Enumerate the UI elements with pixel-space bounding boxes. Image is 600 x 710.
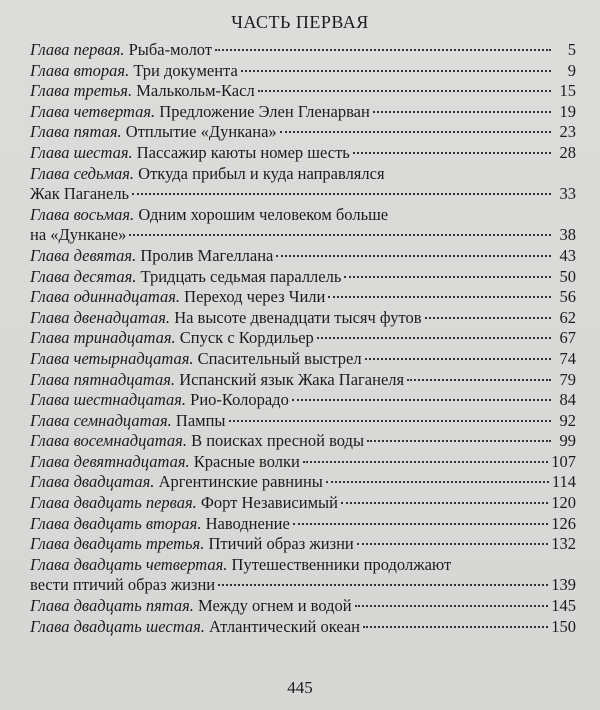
chapter-page-number: 99 xyxy=(559,431,576,451)
chapter-title: В поисках пресной воды xyxy=(191,431,365,451)
chapter-label: Глава седьмая. xyxy=(30,163,135,183)
toc-entry xyxy=(30,287,576,308)
chapter-title: Пассажир каюты номер шесть xyxy=(136,142,350,162)
dot-leader xyxy=(363,625,548,628)
chapter-label: Глава двадцать вторая. xyxy=(30,513,202,533)
dot-leader xyxy=(373,110,551,113)
chapter-title: Спуск с Кордильер xyxy=(179,328,314,348)
chapter-label: Глава четырнадцатая. xyxy=(30,348,194,368)
dot-leader xyxy=(276,254,551,257)
chapter-label: Глава двадцать шестая. xyxy=(30,616,205,636)
chapter-title: Предложение Элен Гленарван xyxy=(159,101,370,121)
chapter-page-number: 107 xyxy=(551,451,576,471)
chapter-page-number: 56 xyxy=(559,287,576,307)
chapter-page-number: 15 xyxy=(559,81,576,101)
chapter-page-number: 23 xyxy=(559,122,576,142)
toc-line-continuation xyxy=(30,575,576,596)
chapter-title: Аргентинские равнины xyxy=(158,472,323,492)
chapter-title: Красные волки xyxy=(193,451,300,471)
toc-line xyxy=(30,81,576,102)
chapter-page-number: 19 xyxy=(559,101,576,121)
dot-leader xyxy=(341,501,548,504)
dot-leader xyxy=(365,357,551,360)
toc-line xyxy=(30,617,576,638)
chapter-label: Глава двадцать третья. xyxy=(30,534,205,554)
chapter-label: Глава восьмая. xyxy=(30,204,135,224)
toc-entry xyxy=(30,411,576,432)
toc-line xyxy=(30,287,576,308)
toc-entry xyxy=(30,267,576,288)
chapter-title: Рио-Колорадо xyxy=(190,390,289,410)
chapter-page-number: 132 xyxy=(551,534,576,554)
toc-entry xyxy=(30,472,576,493)
chapter-title: На высоте двенадцати тысяч футов xyxy=(174,307,422,327)
dot-leader xyxy=(355,604,549,607)
toc-line xyxy=(30,308,576,329)
dot-leader xyxy=(132,192,551,195)
chapter-page-number: 28 xyxy=(559,142,576,162)
toc-line xyxy=(30,534,576,555)
toc-entry xyxy=(30,555,576,596)
chapter-title: Пролив Магеллана xyxy=(140,245,274,265)
chapter-title: Тридцать седьмая параллель xyxy=(140,266,342,286)
chapter-title: Откуда прибыл и куда направлялся xyxy=(138,163,385,183)
chapter-page-number: 33 xyxy=(559,184,576,204)
toc-line xyxy=(30,472,576,493)
chapter-page-number: 50 xyxy=(559,266,576,286)
chapter-title: Три документа xyxy=(133,60,238,80)
dot-leader xyxy=(280,130,551,133)
dot-leader xyxy=(258,89,551,92)
toc-line xyxy=(30,514,576,535)
chapter-label: Глава шестнадцатая. xyxy=(30,390,187,410)
toc-entry xyxy=(30,143,576,164)
toc-line xyxy=(30,370,576,391)
chapter-page-number: 62 xyxy=(559,307,576,327)
toc-entry xyxy=(30,308,576,329)
chapter-title: Между огнем и водой xyxy=(198,596,352,616)
chapter-page-number: 38 xyxy=(559,225,576,245)
chapter-label: Глава одиннадцатая. xyxy=(30,287,181,307)
table-of-contents xyxy=(30,40,576,637)
toc-line xyxy=(30,122,576,143)
chapter-title: Малькольм-Касл xyxy=(136,81,255,101)
chapter-page-number: 120 xyxy=(551,493,576,513)
toc-entry xyxy=(30,596,576,617)
dot-leader xyxy=(353,151,551,154)
chapter-label: Глава первая. xyxy=(30,40,125,59)
chapter-label: Глава двадцать четвертая. xyxy=(30,554,228,574)
toc-line xyxy=(30,452,576,473)
chapter-title: Спасительный выстрел xyxy=(197,348,362,368)
dot-leader xyxy=(317,336,551,339)
chapter-page-number: 139 xyxy=(551,575,576,595)
dot-leader xyxy=(328,295,551,298)
dot-leader xyxy=(241,69,551,72)
toc-entry xyxy=(30,40,576,61)
toc-entry xyxy=(30,205,576,246)
dot-leader xyxy=(218,583,548,586)
chapter-title: Пампы xyxy=(175,410,226,430)
chapter-label: Глава шестая. xyxy=(30,142,133,162)
toc-entry xyxy=(30,493,576,514)
chapter-label: Глава восемнадцатая. xyxy=(30,431,187,451)
toc-entry xyxy=(30,81,576,102)
toc-line xyxy=(30,40,576,61)
chapter-page-number: 150 xyxy=(551,616,576,636)
toc-entry xyxy=(30,617,576,638)
chapter-title: Атлантический океан xyxy=(209,616,361,636)
chapter-page-number: 43 xyxy=(559,245,576,265)
toc-line xyxy=(30,390,576,411)
dot-leader xyxy=(425,316,552,319)
toc-entry xyxy=(30,452,576,473)
toc-line xyxy=(30,61,576,82)
chapter-label: Глава третья. xyxy=(30,81,133,101)
chapter-page-number: 79 xyxy=(559,369,576,389)
dot-leader xyxy=(344,275,551,278)
toc-entry xyxy=(30,328,576,349)
chapter-page-number: 5 xyxy=(567,40,576,59)
chapter-title-continuation: на «Дункане» xyxy=(30,225,127,245)
toc-line xyxy=(30,205,576,226)
page-number: 445 xyxy=(287,678,313,697)
chapter-label: Глава тринадцатая. xyxy=(30,328,176,348)
chapter-label: Глава двенадцатая. xyxy=(30,307,171,327)
toc-entry xyxy=(30,61,576,82)
chapter-page-number: 145 xyxy=(551,596,576,616)
chapter-page-number: 114 xyxy=(551,472,576,492)
toc-line xyxy=(30,164,576,185)
chapter-title: Отплытие «Дункана» xyxy=(125,122,277,142)
chapter-title: Переход через Чили xyxy=(184,287,326,307)
toc-entry xyxy=(30,514,576,535)
chapter-title-continuation: Жак Паганель xyxy=(30,184,130,204)
toc-line xyxy=(30,328,576,349)
dot-leader xyxy=(326,480,549,483)
dot-leader xyxy=(367,439,551,442)
dot-leader xyxy=(407,378,551,381)
toc-line xyxy=(30,431,576,452)
part-title: ЧАСТЬ ПЕРВАЯ xyxy=(231,12,369,32)
toc-entry xyxy=(30,390,576,411)
chapter-page-number: 74 xyxy=(559,348,576,368)
chapter-label: Глава девятнадцатая. xyxy=(30,451,190,471)
chapter-label: Глава пятнадцатая. xyxy=(30,369,176,389)
dot-leader xyxy=(357,542,548,545)
chapter-label: Глава двадцать первая. xyxy=(30,493,197,513)
toc-line xyxy=(30,555,576,576)
chapter-title: Форт Независимый xyxy=(200,493,338,513)
chapter-title: Путешественники продолжают xyxy=(231,554,452,574)
chapter-label: Глава четвертая. xyxy=(30,101,156,121)
toc-line xyxy=(30,493,576,514)
toc-entry xyxy=(30,349,576,370)
chapter-title: Рыба-молот xyxy=(128,40,213,59)
chapter-page-number: 126 xyxy=(551,513,576,533)
toc-entry xyxy=(30,246,576,267)
chapter-label: Глава семнадцатая. xyxy=(30,410,172,430)
toc-line xyxy=(30,349,576,370)
toc-entry xyxy=(30,164,576,205)
toc-line xyxy=(30,143,576,164)
toc-line xyxy=(30,102,576,123)
chapter-page-number: 84 xyxy=(559,390,576,410)
chapter-title: Одним хорошим человеком больше xyxy=(138,204,389,224)
chapter-label: Глава вторая. xyxy=(30,60,130,80)
chapter-label: Глава двадцать пятая. xyxy=(30,596,194,616)
toc-entry xyxy=(30,370,576,391)
chapter-title: Птичий образ жизни xyxy=(208,534,354,554)
chapter-label: Глава двадцатая. xyxy=(30,472,155,492)
chapter-page-number: 92 xyxy=(559,410,576,430)
chapter-title-continuation: вести птичий образ жизни xyxy=(30,575,216,595)
chapter-page-number: 9 xyxy=(567,60,576,80)
dot-leader xyxy=(293,522,548,525)
toc-line-continuation xyxy=(30,225,576,246)
toc-line xyxy=(30,596,576,617)
dot-leader xyxy=(229,419,551,422)
toc-line xyxy=(30,411,576,432)
chapter-title: Испанский язык Жака Паганеля xyxy=(179,369,405,389)
chapter-label: Глава десятая. xyxy=(30,266,137,286)
dot-leader xyxy=(215,48,551,51)
chapter-label: Глава девятая. xyxy=(30,245,137,265)
chapter-page-number: 67 xyxy=(559,328,576,348)
dot-leader xyxy=(292,398,551,401)
chapter-title: Наводнение xyxy=(205,513,290,533)
toc-entry xyxy=(30,431,576,452)
chapter-label: Глава пятая. xyxy=(30,122,122,142)
toc-entry xyxy=(30,102,576,123)
toc-entry xyxy=(30,534,576,555)
dot-leader xyxy=(303,460,548,463)
dot-leader xyxy=(129,233,551,236)
toc-entry xyxy=(30,122,576,143)
toc-line-continuation xyxy=(30,184,576,205)
toc-line xyxy=(30,246,576,267)
toc-line xyxy=(30,267,576,288)
